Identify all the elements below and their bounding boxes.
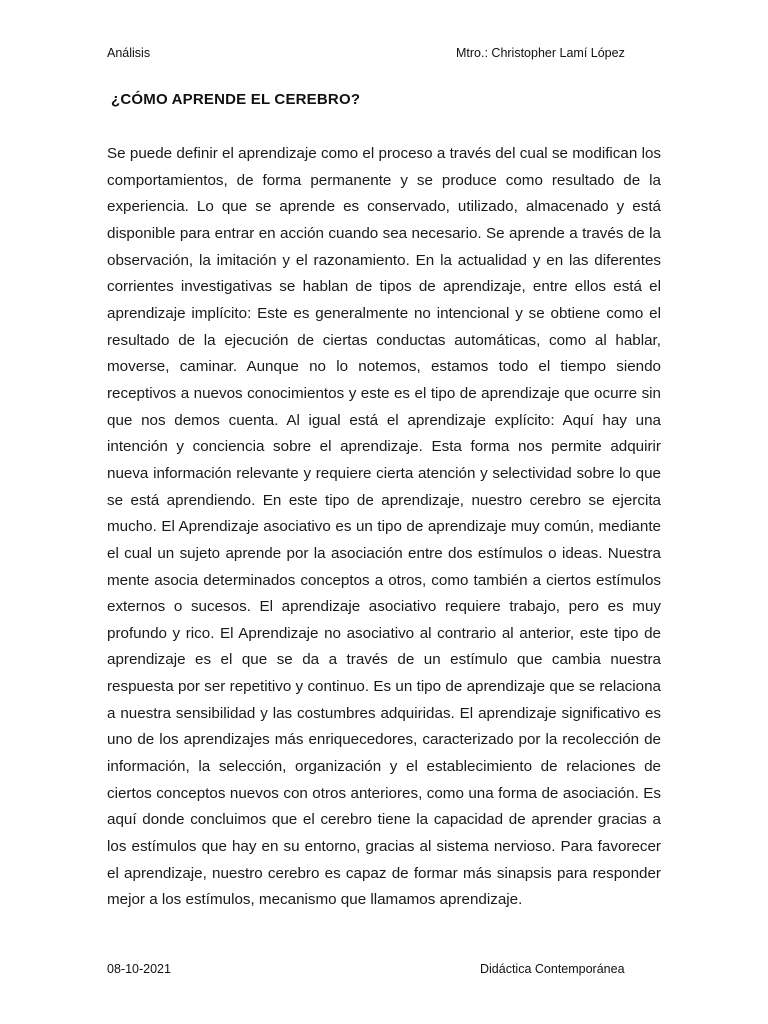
footer-date: 08-10-2021 xyxy=(107,962,171,976)
header-subject: Análisis xyxy=(107,46,151,60)
body-paragraph: Se puede definir el aprendizaje como el proceso a través del cual se modifican los comportamientos, de forma permanente y se produce como resultado de la experiencia. Lo que se aprende es conservado, utilizado, almacenado y está disponible para entrar en acción cuando sea necesario. Se aprende a través de la observación, la imitación y el razonamiento. En la actualidad y en las diferentes corrientes investigativas se hablan de tipos de aprendizaje, entre ellos está el aprendizaje implícito: Este es generalmente no intencional y se obtiene como el resultado de la ejecución de ciertas conductas automáticas, como al hablar, moverse, caminar. Aunque no lo notemos, estamos todo el tiempo siendo receptivos a nuevos conocimientos y este es el tipo de aprendizaje que ocurre sin que nos demos cuenta. Al igual está el aprendizaje explícito: Aquí hay una intención y conciencia sobre el aprendizaje. Esta forma nos permite adquirir nueva información relevante y requiere cierta atención y selectividad sobre lo que se está aprendiendo. En este tipo de aprendizaje, nuestro cerebro se ejercita mucho. El Aprendizaje asociativo es un tipo de aprendizaje muy común, mediante el cual un sujeto aprende por la asociación entre dos estímulos o ideas. Nuestra mente asocia determinados conceptos a otros, como también a ciertos estímulos externos o sucesos. El aprendizaje asociativo requiere trabajo, pero es muy profundo y rico. El Aprendizaje no asociativo al contrario al anterior, este tipo de aprendizaje es el que se da a través de un estímulo que cambia nuestra respuesta por ser repetitivo y continuo. Es un tipo de aprendizaje que se relaciona a nuestra sensibilidad y las costumbres adquiridas. El aprendizaje significativo es uno de los aprendizajes más enriquecedores, caracterizado por la recolección de información, la selección, organización y el establecimiento de relaciones de ciertos conceptos nuevos con otros anteriores, como una forma de asociación. Es aquí donde concluimos que el cerebro tiene la capacidad de aprender gracias a los estímulos que hay en su entorno, gracias al sistema nervioso. Para favorecer el aprendizaje, nuestro cerebro es capaz de formar más sinapsis para responder mejor a los estímulos, mecanismo que llamamos aprendizaje. xyxy=(107,145,661,909)
document-title: ¿CÓMO APRENDE EL CEREBRO? xyxy=(111,91,361,108)
header-author: Mtro.: Christopher Lamí López xyxy=(456,46,625,60)
footer-course: Didáctica Contemporánea xyxy=(480,962,625,976)
